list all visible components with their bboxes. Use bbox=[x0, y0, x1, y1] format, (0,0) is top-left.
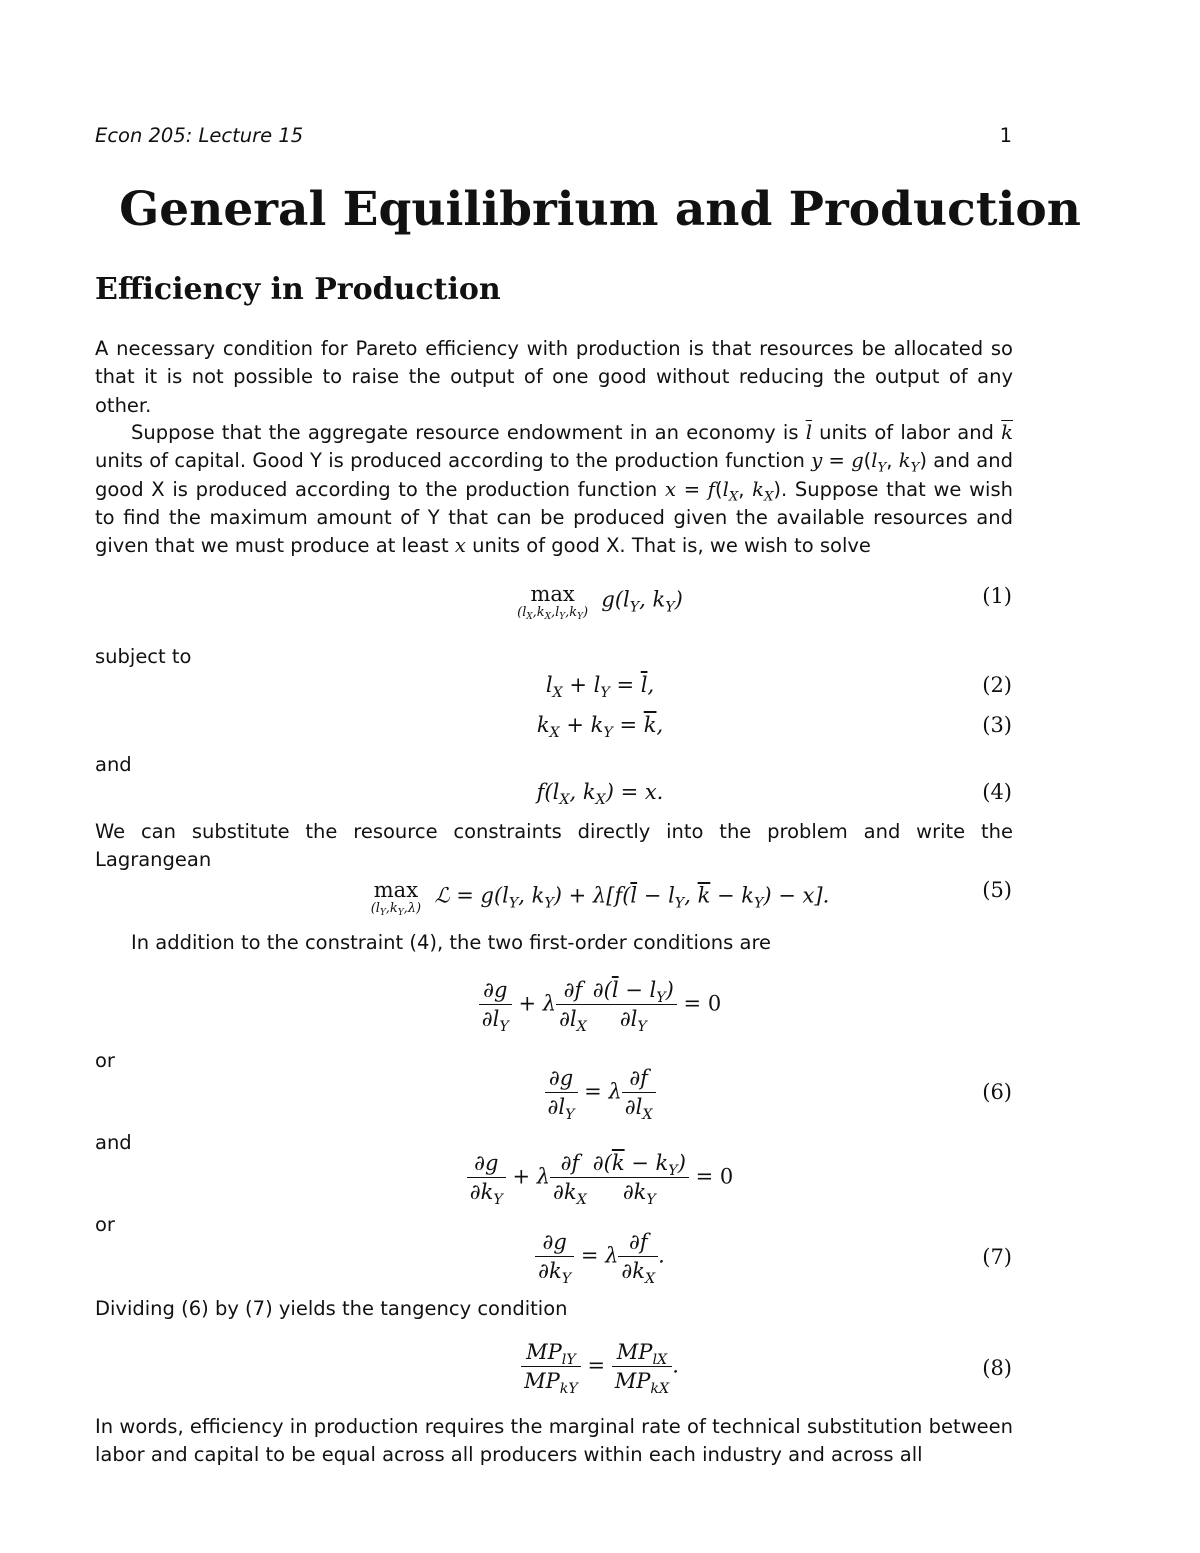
equation-4: $f(l_X$, $k_X) = x$. bbox=[536, 780, 664, 808]
equation-3: $k_X + k_Y = \overline{k}$, bbox=[536, 713, 664, 741]
equation-number-7: (7) bbox=[982, 1245, 1012, 1269]
equation-2: $l_X + l_Y = \overline{l}$, bbox=[545, 673, 655, 701]
paragraph-setup: Suppose that the aggregate resource endowment in an economy is $\overline{l}$ units of labor and $\overline{k}$ units of capital. Good Y is produced according to the production function $y = g(l_Y$, $k_Y$) and and good X is produced according to the production function $x = f(l_X$, $k_X$). Suppose that we wish to find the maximum amount of Y that can be produced given the available resources and given that we must produce at least x units of good X. That is, we wish to solve bbox=[95, 421, 1013, 558]
paragraph-lagrangean: We can substitute the resource constraints directly into the problem and write the Lagrangean bbox=[95, 820, 1013, 872]
equation-number-2: (2) bbox=[982, 673, 1012, 697]
equation-number-8: (8) bbox=[982, 1356, 1012, 1380]
paragraph-intro: A necessary condition for Pareto efficiency with production is that resources be allocated so that it is not possible to raise the output of one good without reducing the output of any other. bbox=[95, 337, 1013, 417]
equation-8: $\frac{MP_{lY}}{MP_{kY}}$ = $\frac{MP_{lX}}{MP_{kX}}$ . bbox=[0, 1338, 1200, 1396]
equation-5: max $(l_Y,k_Y,\lambda)$ ℒ = $g(l_Y$, $k_Y) + \lambda[f(\overline{l} - l_Y$, $\overline{k} - k_Y) - x$]. bbox=[370, 878, 830, 919]
equation-number-5: (5) bbox=[982, 878, 1012, 902]
equation-number-6: (6) bbox=[982, 1080, 1012, 1104]
paragraph-conclusion: In words, efficiency in production requires the marginal rate of technical substitution between labor and capital to be equal across all producers within each industry and across all bbox=[95, 1415, 1013, 1467]
equation-7: $\frac{\partial g}{\partial k_Y}$ = λ $\frac{\partial f}{\partial k_X}$ . bbox=[0, 1228, 1200, 1286]
section-heading: Efficiency in Production bbox=[95, 272, 501, 307]
page-title: General Equilibrium and Production bbox=[119, 182, 1081, 237]
label-or-1: or bbox=[95, 1049, 115, 1072]
equation-foc-capital: $\frac{\partial g}{\partial k_Y}$ + λ $\frac{\partial f}{\partial k_X}$ $\frac{\partial(\overline{k} - k_Y)}{\partial k_Y}$ = 0 bbox=[0, 1149, 1200, 1207]
equation-number-1: (1) bbox=[982, 584, 1012, 608]
equation-6: $\frac{\partial g}{\partial l_Y}$ = λ $\frac{\partial f}{\partial l_X}$ bbox=[0, 1064, 1200, 1122]
paragraph-tangency: Dividing (6) by (7) yields the tangency condition bbox=[95, 1297, 568, 1320]
running-header: Econ 205: Lecture 15 bbox=[95, 124, 304, 147]
label-or-2: or bbox=[95, 1213, 115, 1236]
paragraph-foc: In addition to the constraint (4), the two first-order conditions are bbox=[131, 931, 772, 954]
label-and-2: and bbox=[95, 1131, 132, 1154]
page-number: 1 bbox=[999, 124, 1012, 147]
label-subject-to: subject to bbox=[95, 645, 192, 668]
equation-number-3: (3) bbox=[982, 713, 1012, 737]
equation-1: max $(l_X,k_X,l_Y,k_Y)$ $g(l_Y$, $k_Y$) bbox=[517, 582, 683, 623]
equation-number-4: (4) bbox=[982, 780, 1012, 804]
equation-foc-labor: $\frac{\partial g}{\partial l_Y}$ + λ $\frac{\partial f}{\partial l_X}$ $\frac{\partial(\overline{l} - l_Y)}{\partial l_Y}$ = 0 bbox=[0, 976, 1200, 1034]
label-and-1: and bbox=[95, 753, 132, 776]
